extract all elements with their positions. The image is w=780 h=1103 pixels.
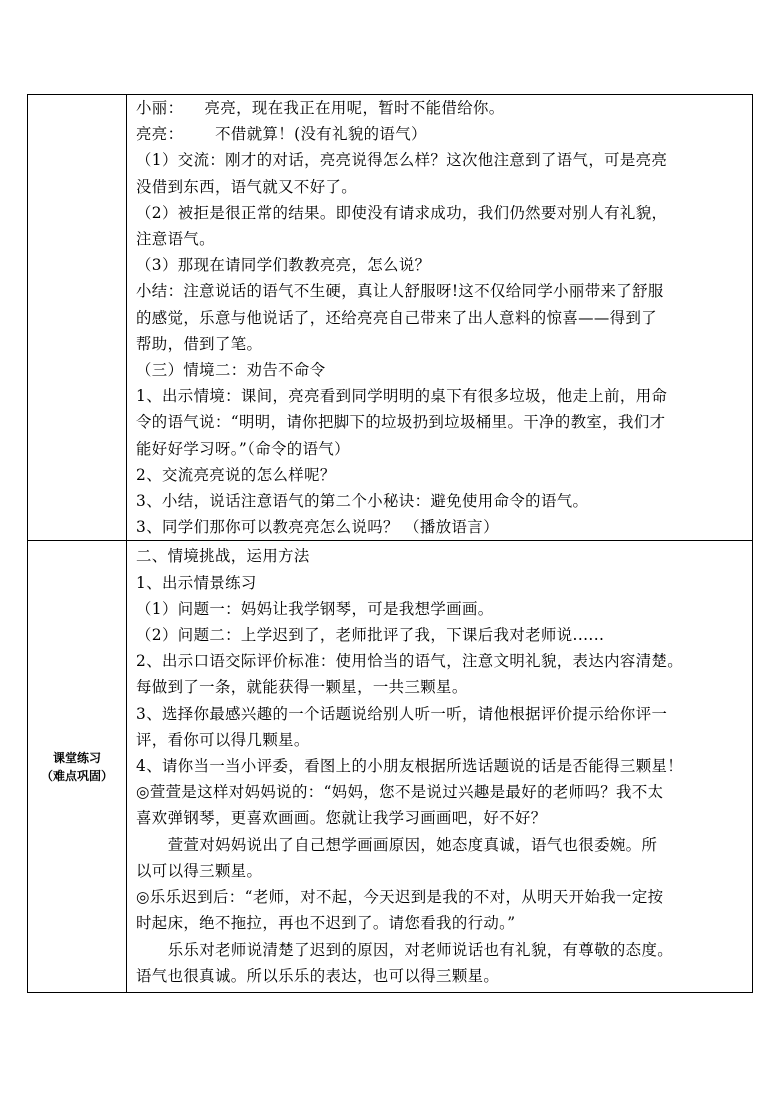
- text-line: 萱萱对妈妈说出了自己想学画画原因，她态度真诚，语气也很委婉。所: [136, 835, 658, 854]
- text-line: （2）问题二：上学迟到了，老师批评了我，下课后我对老师说......: [136, 626, 605, 645]
- text-line: 4、请你当一当小评委，看图上的小朋友根据所选话题说的话是否能得三颗星！: [136, 757, 684, 776]
- text-line: ◎萱萱是这样对妈妈说的：“妈妈，您不是说过兴趣是最好的老师吗？我不太: [136, 783, 664, 802]
- text-line: （三）情境二：劝告不命令: [136, 361, 326, 380]
- text-line: 1、出示情境：课间，亮亮看到同学明明的桌下有很多垃圾，他走上前，用命: [136, 387, 668, 406]
- text-line: 没借到东西，语气就又不好了。: [136, 177, 358, 196]
- text-line: 亮亮： 不借就算！(没有礼貌的语气）: [136, 125, 427, 144]
- text-line: 2、出示口语交际评价标准：使用恰当的语气，注意文明礼貌，表达内容清楚。: [136, 652, 684, 671]
- text-line: 帮助，借到了笔。: [136, 334, 263, 353]
- text-line: 小结：注意说话的语气不生硬，真让人舒服呀!这不仅给同学小丽带来了舒服: [136, 282, 664, 301]
- text-line: 喜欢弹钢琴，更喜欢画画。您就让我学习画画吧，好不好？: [136, 809, 547, 828]
- table-row: [28, 541, 753, 993]
- lesson-plan-table: [27, 94, 753, 993]
- text-line: 评，看你可以得几颗星。: [136, 730, 310, 749]
- text-line: 令的语气说：“明明，请你把脚下的垃圾扔到垃圾桶里。干净的教室，我们才: [136, 413, 666, 432]
- section1-text: [136, 95, 744, 540]
- text-line: 以可以得三颗星。: [136, 861, 263, 880]
- row-label-line1: 课堂练习: [52, 750, 101, 765]
- text-line: 能好好学习呀。”（命令的语气）: [136, 439, 350, 458]
- table-row: [28, 95, 753, 541]
- text-line: 3、选择你最感兴趣的一个话题说给别人听一听，请他根据评价提示给你评一: [136, 704, 668, 723]
- text-line: 二、情境挑战，运用方法: [136, 547, 310, 566]
- text-line: 2、交流亮亮说的怎么样呢？: [136, 465, 336, 484]
- text-line: 乐乐对老师说清楚了迟到的原因，对老师说话也有礼貌，有尊敬的态度。: [136, 940, 674, 959]
- text-line: ◎乐乐迟到后：“老师，对不起，今天迟到是我的不对，从明天开始我一定按: [136, 888, 664, 907]
- text-line: （1）问题一：妈妈让我学钢琴，可是我想学画画。: [136, 599, 494, 618]
- text-line: 的感觉，乐意与他说话了，还给亮亮自己带来了出人意料的惊喜——得到了: [136, 308, 658, 327]
- text-line: （3）那现在请同学们教教亮亮，怎么说？: [136, 256, 431, 275]
- text-line: 小丽： 亮亮，现在我正在用呢，暂时不能借给你。: [136, 99, 505, 117]
- row-content-cell: [127, 95, 753, 541]
- text-line: （1）交流：刚才的对话，亮亮说得怎么样？这次他注意到了语气，可是亮亮: [136, 151, 668, 170]
- row-label-cell: [28, 541, 127, 993]
- row-label-cell: [28, 95, 127, 541]
- section2-text: [136, 543, 744, 988]
- text-line: 注意语气。: [136, 230, 215, 249]
- text-line: 3、同学们那你可以教亮亮怎么说吗？ （播放语言）: [136, 518, 499, 537]
- text-line: 每做到了一条，就能获得一颗星，一共三颗星。: [136, 678, 468, 697]
- text-line: 3、小结，说话注意语气的第二个小秘诀：避免使用命令的语气。: [136, 492, 589, 511]
- row-label-line2: （难点巩固）: [40, 768, 113, 783]
- text-line: （2）被拒是很正常的结果。即使没有请求成功，我们仍然要对别人有礼貌，: [136, 203, 668, 222]
- text-line: 1、出示情景练习: [136, 573, 257, 592]
- text-line: 语气也很真诚。所以乐乐的表达，也可以得三颗星。: [136, 966, 500, 985]
- row-content-cell: [127, 541, 753, 993]
- text-line: 时起床，绝不拖拉，再也不迟到了。请您看我的行动。”: [136, 914, 516, 933]
